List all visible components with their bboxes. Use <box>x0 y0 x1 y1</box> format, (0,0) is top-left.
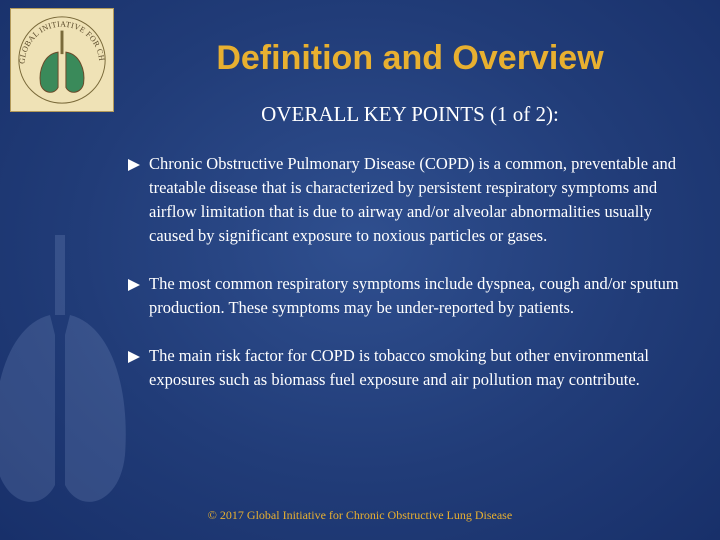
logo-text: GLOBAL INITIATIVE FOR CH <box>17 19 107 65</box>
bullet-text: Chronic Obstructive Pulmonary Disease (COPD) is a common, preventable and treatable disease that is characterized by persistent respiratory symptoms and airflow limitation that is due to airway and/or alveolar abnormalities usually caused by significant exposure to noxious particles or gases. <box>149 154 676 245</box>
copyright-footer: © 2017 Global Initiative for Chronic Obstructive Lung Disease <box>207 508 513 522</box>
triangle-bullet-icon <box>128 351 140 363</box>
list-item <box>128 272 688 320</box>
list-item <box>128 152 688 248</box>
list-item <box>128 344 688 392</box>
bullet-text: The main risk factor for COPD is tobacco smoking but other environmental exposures such as biomass fuel exposure and air pollution may contribute. <box>149 346 649 389</box>
section-subtitle: OVERALL KEY POINTS (1 of 2): <box>261 102 559 126</box>
page-title: Definition and Overview <box>216 39 604 77</box>
triangle-bullet-icon <box>128 279 140 291</box>
key-points-list <box>128 152 688 416</box>
gold-logo <box>10 8 114 112</box>
triangle-bullet-icon <box>128 159 140 171</box>
bullet-text: The most common respiratory symptoms include dyspnea, cough and/or sputum production. These symptoms may be under-reported by patients. <box>149 274 679 317</box>
